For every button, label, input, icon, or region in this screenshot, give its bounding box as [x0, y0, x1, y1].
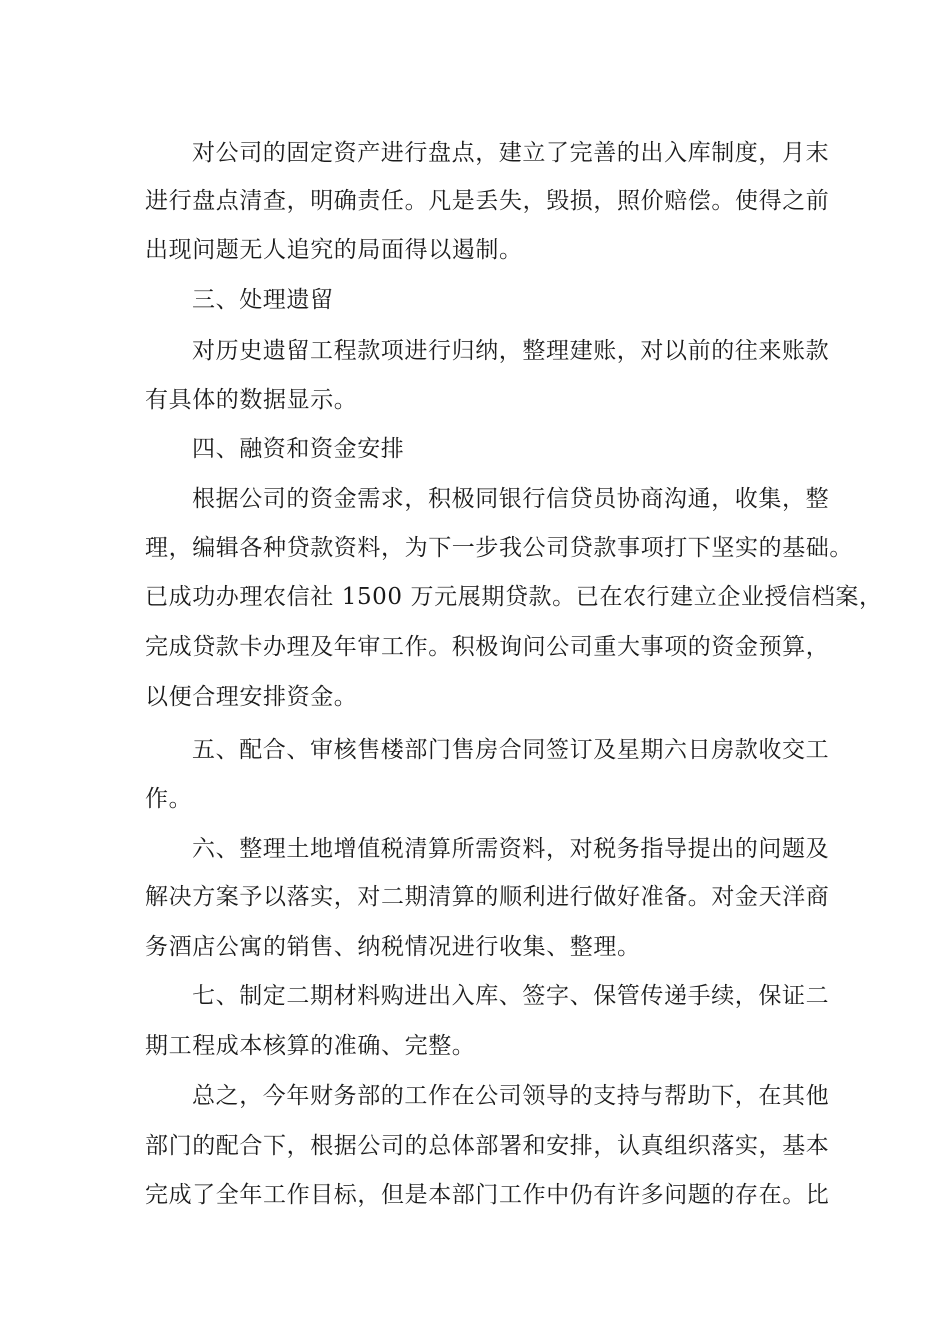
section-heading-7: 七、制定二期材料购进出入库、签字、保管传递手续，保证二 — [192, 983, 830, 1009]
paragraph-line-22: 完成了全年工作目标，但是本部门工作中仍有许多问题的存在。比 — [145, 1182, 830, 1208]
paragraph-line-20: 总之，今年财务部的工作在公司领导的支持与帮助下，在其他 — [192, 1083, 830, 1109]
paragraph-line-2: 进行盘点清查，明确责任。凡是丢失，毁损，照价赔偿。使得之前 — [145, 188, 830, 214]
paragraph-line-16: 解决方案予以落实，对二期清算的顺利进行做好准备。对金天洋商 — [145, 884, 830, 910]
section-heading-4: 四、融资和资金安排 — [192, 436, 405, 462]
paragraph-line-3: 出现问题无人追究的局面得以遏制。 — [145, 237, 523, 263]
paragraph-line-6: 有具体的数据显示。 — [145, 387, 358, 413]
paragraph-line-5: 对历史遗留工程款项进行归纳，整理建账，对以前的往来账款 — [192, 338, 830, 364]
paragraph-line-19: 期工程成本核算的准确、完整。 — [145, 1033, 476, 1059]
paragraph-line-11: 完成贷款卡办理及年审工作。积极询问公司重大事项的资金预算， — [145, 634, 830, 660]
paragraph-line-10: 已成功办理农信社 1500 万元展期贷款。已在农行建立企业授信档案， — [145, 584, 883, 610]
section-heading-6: 六、整理土地增值税清算所需资料，对税务指导提出的问题及 — [192, 836, 830, 862]
paragraph-line-12: 以便合理安排资金。 — [145, 684, 358, 710]
paragraph-line-9: 理，编辑各种贷款资料，为下一步我公司贷款事项打下坚实的基础。 — [145, 535, 853, 561]
paragraph-line-21: 部门的配合下，根据公司的总体部署和安排，认真组织落实，基本 — [145, 1133, 830, 1159]
paragraph-line-8: 根据公司的资金需求，积极同银行信贷员协商沟通，收集，整 — [192, 486, 830, 512]
section-heading-3: 三、处理遗留 — [192, 287, 334, 313]
paragraph-line-1: 对公司的固定资产进行盘点，建立了完善的出入库制度，月末 — [192, 140, 830, 166]
paragraph-line-14: 作。 — [145, 786, 193, 812]
paragraph-line-17: 务酒店公寓的销售、纳税情况进行收集、整理。 — [145, 934, 641, 960]
section-heading-5: 五、配合、审核售楼部门售房合同签订及星期六日房款收交工 — [192, 737, 830, 763]
